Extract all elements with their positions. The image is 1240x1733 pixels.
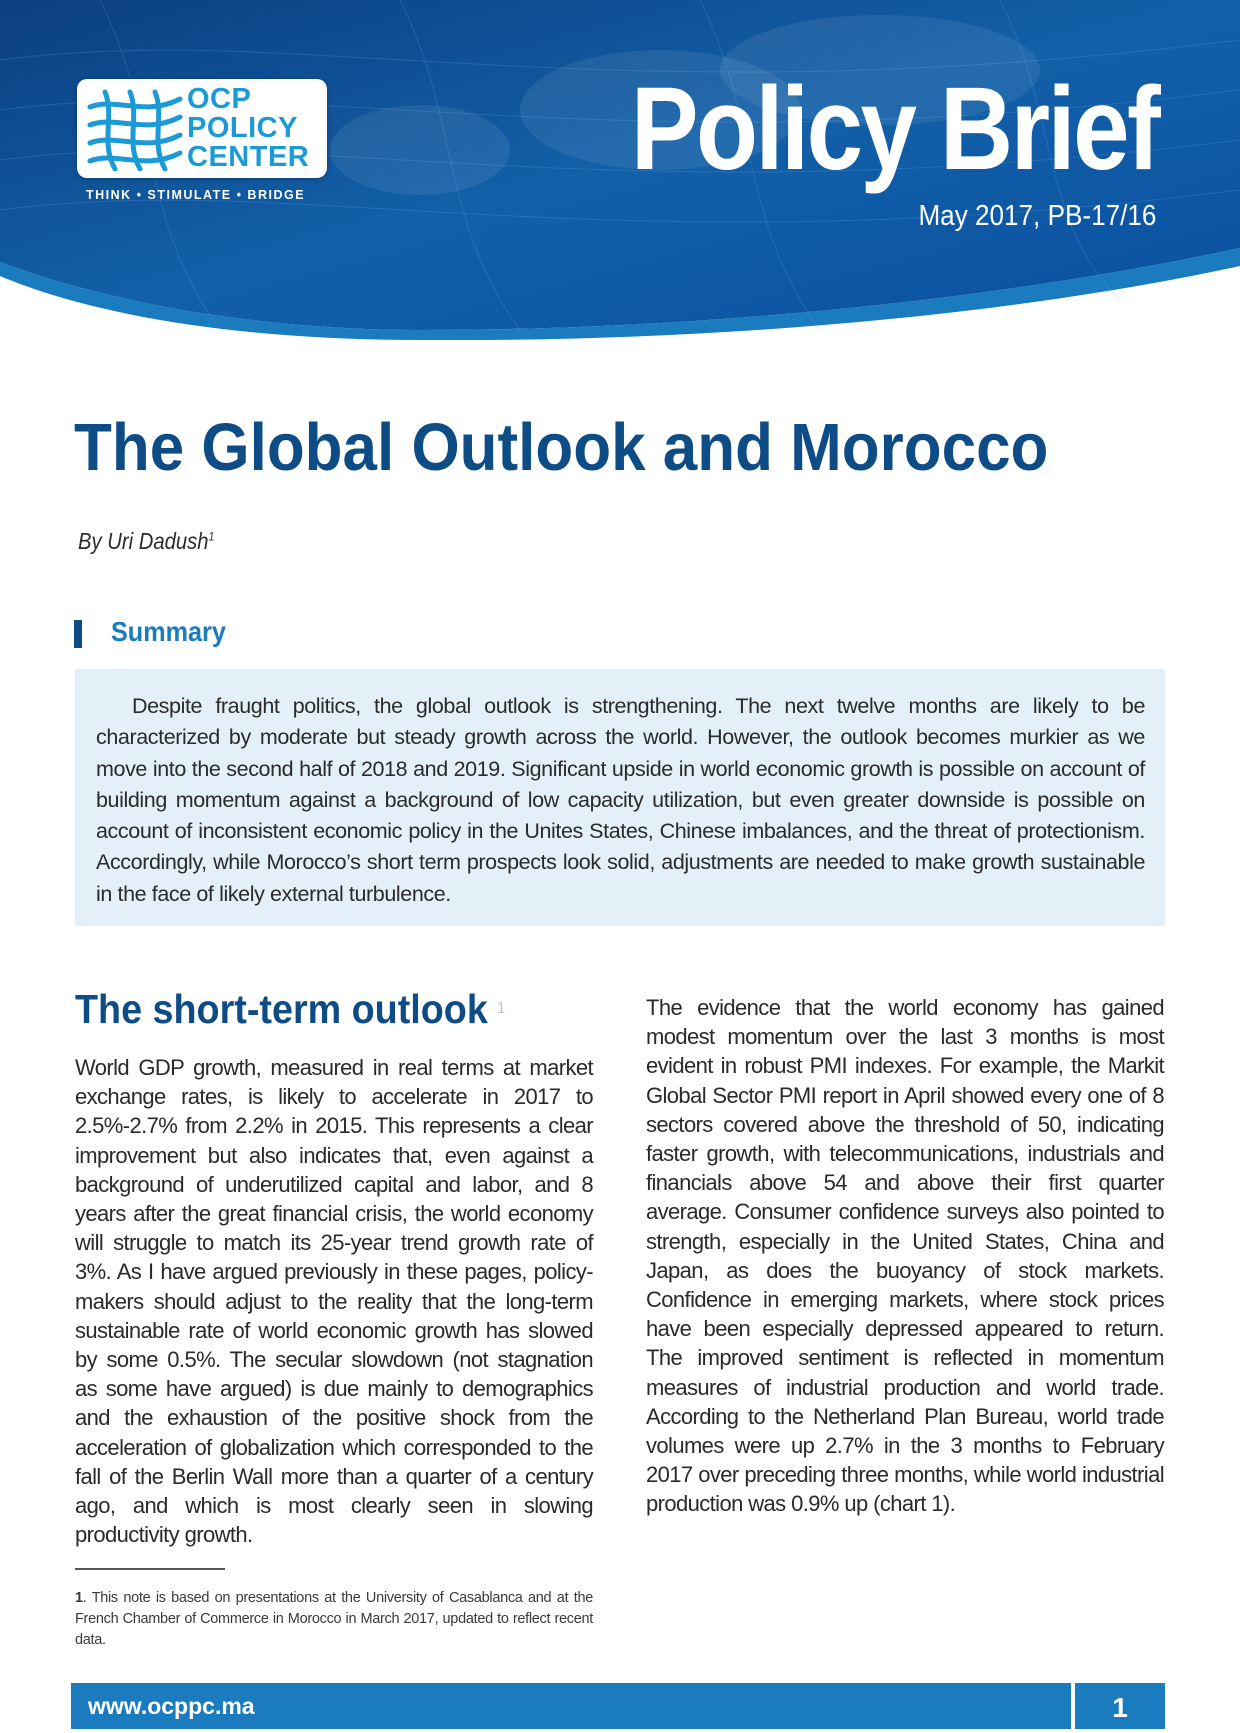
right-column [646,993,1164,1519]
logo-tagline: THINK • STIMULATE • BRIDGE [86,188,306,202]
logo-globe-icon [85,87,185,171]
summary-heading: Summary [111,616,226,647]
logo-line-ocp: OCP [187,83,252,115]
footnote-reference[interactable]: 1 [208,529,215,544]
ocp-logo[interactable] [77,79,327,178]
right-paragraph: The evidence that the world economy has gained modest momentum over the last 3 months is most evident in robust PMI indexes. For example, the Markit Global Sector PMI report in April showed every one of 8 sectors covered above the threshold of 50, indicating faster growth, with telecommunications, industrials and financials above 54 and above their first quarter average. Consumer confidence surveys also pointed to strength, especially in the United States, China and Japan, as does the buoyancy of stock markets. Confidence in emerging markets, where stock prices have been especially depressed appeared to return. The improved sentiment is reflected in momentum measures of industrial production and world trade. According to the Netherland Plan Bureau, world trade volumes were up 2.7% in the 3 months to February 2017 over preceding three months, while world industrial production was 0.9% up (chart 1). [646,995,1164,1517]
summary-text: Despite fraught politics, the global outlook is strengthening. The next twelve months are likely to be characterized by moderate but steady growth across the world. However, the outlook becomes murkier as we move into the second half of 2018 and 2019. Significant upside in world economic growth is possible on account of building momentum against a background of low capacity utilization, but even greater downside is possible on account of inconsistent economic policy in the Unites States, Chinese imbalances, and the threat of protectionism. Accordingly, while Morocco’s short term prospects look solid, adjustments are needed to make growth sustainable in the face of likely external turbulence. [96,694,1145,906]
logo-line-policy: POLICY [187,112,298,144]
footnote-number: 1 [75,1590,83,1606]
byline [78,528,214,555]
document-date-reference: May 2017, PB-17/16 [918,200,1156,232]
logo-line-center: CENTER [187,141,310,173]
section-heading-text: The short-term outlook [75,986,488,1032]
footer-website-link[interactable]: www.ocppc.ma [88,1693,255,1719]
section-heading [75,985,552,1033]
summary-accent-bar [74,620,82,648]
logo-wordmark [187,85,309,172]
page-title: The Global Outlook and Morocco [74,410,1049,485]
left-paragraph: World GDP growth, measured in real terms at market exchange rates, is likely to accelerate in 2017 to 2.5%-2.7% from 2.2% in 2015. This represents a clear improvement but also indicates that, even against a background of underutilized capital and labor, and 8 years after the great financial crisis, the world economy will struggle to match its 25-year trend growth rate of 3%. As I have argued previously in these pages, policy-makers should adjust to the reality that the long-term sustainable rate of world economic growth has slowed by some 0.5%. The secular slowdown (not stagnation as some have argued) is due mainly to demographics and the exhaustion of the positive shock from the acceleration of globalization which corresponded to the fall of the Berlin Wall more than a quarter of a century ago, and which is most clearly seen in slowing productivity growth. [75,1055,593,1548]
author-name: By Uri Dadush [78,528,209,554]
footnote-divider [75,1568,225,1570]
footnote-text: . This note is based on presentations at the University of Casablanca and at the French Chamber of Commerce in Morocco in March 2017, updated to reflect recent data. [75,1590,593,1648]
page-number: 1 [1075,1683,1165,1729]
footnote [75,1588,593,1651]
section-footnote-mark[interactable]: 1 [497,1000,506,1017]
document-type-title: Policy Brief [630,63,1158,195]
left-column [75,985,593,1549]
